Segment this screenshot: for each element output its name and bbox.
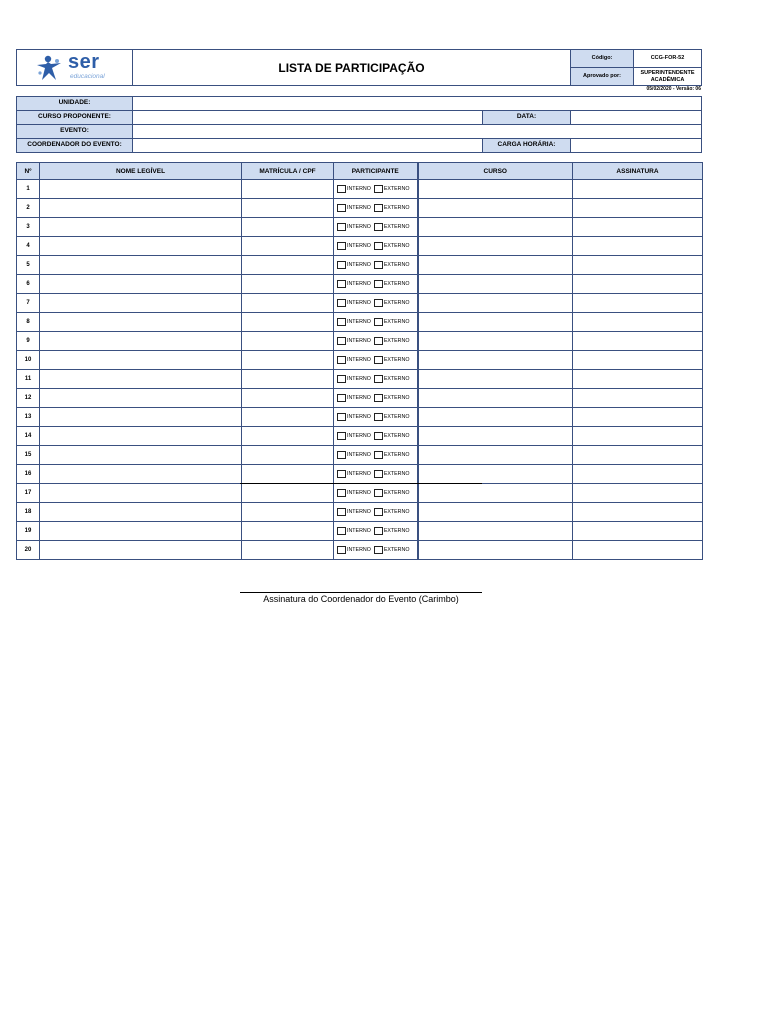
table-row (17, 199, 703, 218)
matricula-cell[interactable] (242, 351, 334, 370)
nome-cell[interactable] (40, 370, 242, 389)
externo-label: EXTERNO (383, 470, 410, 477)
assinatura-cell[interactable] (573, 180, 703, 199)
externo-checkbox[interactable] (374, 337, 410, 345)
unidade-field[interactable] (132, 96, 702, 111)
row-number: 3 (17, 218, 40, 237)
matricula-cell[interactable] (242, 503, 334, 522)
checkbox-square-icon[interactable] (374, 299, 383, 307)
nome-cell[interactable] (40, 332, 242, 351)
curso-cell[interactable] (418, 522, 573, 541)
matricula-cell[interactable] (242, 389, 334, 408)
table-header-row (17, 163, 703, 180)
interno-checkbox[interactable] (337, 394, 371, 402)
row-number: 17 (17, 484, 40, 503)
checkbox-square-icon[interactable] (374, 318, 383, 326)
interno-label: INTERNO (347, 242, 371, 249)
signature-caption: Assinatura do Coordenador do Evento (Carimbo) (263, 594, 459, 604)
checkbox-square-icon[interactable] (337, 204, 346, 212)
checkbox-square-icon[interactable] (374, 489, 383, 497)
matricula-cell[interactable] (242, 370, 334, 389)
assinatura-cell[interactable] (573, 389, 703, 408)
interno-checkbox[interactable] (337, 318, 371, 326)
externo-label: EXTERNO (383, 318, 410, 325)
curso-cell[interactable] (418, 275, 573, 294)
interno-label: INTERNO (347, 299, 371, 306)
curso-cell[interactable] (418, 294, 573, 313)
externo-label: EXTERNO (383, 508, 410, 515)
version-note: 05/02/2020 - Versão: 06 (646, 86, 701, 92)
checkbox-square-icon[interactable] (374, 280, 383, 288)
coordenador-label: COORDENADOR DO EVENTO: (16, 138, 133, 153)
unidade-label: UNIDADE: (16, 96, 133, 111)
assinatura-cell[interactable] (573, 218, 703, 237)
participante-cell (334, 275, 418, 294)
nome-cell[interactable] (40, 408, 242, 427)
externo-checkbox[interactable] (374, 318, 410, 326)
matricula-cell[interactable] (242, 294, 334, 313)
matricula-cell[interactable] (242, 484, 334, 503)
externo-label: EXTERNO (383, 413, 410, 420)
curso-cell[interactable] (418, 408, 573, 427)
table-row (17, 370, 703, 389)
aprovado-value: SUPERINTENDENTE ACADÊMICA (633, 67, 702, 86)
curso-cell[interactable] (418, 313, 573, 332)
interno-checkbox[interactable] (337, 280, 371, 288)
checkbox-square-icon[interactable] (337, 546, 346, 554)
externo-label: EXTERNO (383, 185, 410, 192)
externo-checkbox[interactable] (374, 489, 410, 497)
table-row (17, 275, 703, 294)
checkbox-square-icon[interactable] (374, 185, 383, 193)
nome-cell[interactable] (40, 446, 242, 465)
participante-cell (334, 237, 418, 256)
matricula-cell[interactable] (242, 522, 334, 541)
externo-checkbox[interactable] (374, 413, 410, 421)
row-number: 20 (17, 541, 40, 560)
externo-checkbox[interactable] (374, 451, 410, 459)
assinatura-cell[interactable] (573, 332, 703, 351)
interno-checkbox[interactable] (337, 223, 371, 231)
interno-checkbox[interactable] (337, 470, 371, 478)
nome-cell[interactable] (40, 218, 242, 237)
assinatura-cell[interactable] (573, 275, 703, 294)
checkbox-square-icon[interactable] (337, 527, 346, 535)
interno-label: INTERNO (347, 337, 371, 344)
curso-proponente-field[interactable] (132, 110, 483, 125)
interno-label: INTERNO (347, 185, 371, 192)
assinatura-cell[interactable] (573, 199, 703, 218)
table-row (17, 541, 703, 560)
table-row (17, 446, 703, 465)
checkbox-square-icon[interactable] (374, 508, 383, 516)
row-number: 6 (17, 275, 40, 294)
curso-cell[interactable] (418, 465, 573, 484)
checkbox-square-icon[interactable] (337, 489, 346, 497)
checkbox-square-icon[interactable] (337, 299, 346, 307)
curso-cell[interactable] (418, 503, 573, 522)
col-header-assinatura: ASSINATURA (573, 163, 703, 180)
nome-cell[interactable] (40, 484, 242, 503)
table-row (17, 351, 703, 370)
interno-label: INTERNO (347, 204, 371, 211)
interno-checkbox[interactable] (337, 432, 371, 440)
nome-cell[interactable] (40, 465, 242, 484)
assinatura-cell[interactable] (573, 427, 703, 446)
codigo-value: CCG-FOR-52 (633, 49, 702, 68)
row-number: 4 (17, 237, 40, 256)
curso-cell[interactable] (418, 351, 573, 370)
interno-label: INTERNO (347, 527, 371, 534)
table-row (17, 218, 703, 237)
participante-cell (334, 370, 418, 389)
interno-label: INTERNO (347, 470, 371, 477)
table-row (17, 332, 703, 351)
curso-cell[interactable] (418, 332, 573, 351)
externo-label: EXTERNO (383, 432, 410, 439)
interno-label: INTERNO (347, 546, 371, 553)
row-number: 14 (17, 427, 40, 446)
participante-cell (334, 256, 418, 275)
checkbox-square-icon[interactable] (374, 527, 383, 535)
externo-checkbox[interactable] (374, 375, 410, 383)
participante-cell (334, 484, 418, 503)
matricula-cell[interactable] (242, 446, 334, 465)
table-row (17, 465, 703, 484)
data-field[interactable] (570, 110, 702, 125)
nome-cell[interactable] (40, 522, 242, 541)
matricula-cell[interactable] (242, 465, 334, 484)
interno-label: INTERNO (347, 489, 371, 496)
table-row (17, 484, 703, 503)
checkbox-square-icon[interactable] (337, 375, 346, 383)
coordenador-field[interactable] (132, 138, 483, 153)
evento-field[interactable] (132, 124, 702, 139)
checkbox-square-icon[interactable] (374, 413, 383, 421)
externo-label: EXTERNO (383, 451, 410, 458)
externo-checkbox[interactable] (374, 470, 410, 478)
table-row (17, 503, 703, 522)
interno-checkbox[interactable] (337, 546, 371, 554)
checkbox-square-icon[interactable] (337, 280, 346, 288)
row-number: 1 (17, 180, 40, 199)
row-number: 2 (17, 199, 40, 218)
participante-cell (334, 389, 418, 408)
interno-checkbox[interactable] (337, 375, 371, 383)
externo-checkbox[interactable] (374, 394, 410, 402)
data-label: DATA: (482, 110, 571, 125)
checkbox-square-icon[interactable] (374, 223, 383, 231)
checkbox-square-icon[interactable] (374, 242, 383, 250)
interno-checkbox[interactable] (337, 527, 371, 535)
assinatura-cell[interactable] (573, 484, 703, 503)
row-number: 5 (17, 256, 40, 275)
externo-label: EXTERNO (383, 242, 410, 249)
checkbox-square-icon[interactable] (374, 470, 383, 478)
nome-cell[interactable] (40, 275, 242, 294)
row-number: 15 (17, 446, 40, 465)
table-row (17, 408, 703, 427)
col-header-num: Nº (17, 163, 40, 180)
interno-checkbox[interactable] (337, 489, 371, 497)
curso-cell[interactable] (418, 180, 573, 199)
interno-checkbox[interactable] (337, 451, 371, 459)
participante-cell (334, 180, 418, 199)
nome-cell[interactable] (40, 199, 242, 218)
table-row (17, 180, 703, 199)
nome-cell[interactable] (40, 503, 242, 522)
curso-cell[interactable] (418, 541, 573, 560)
externo-label: EXTERNO (383, 204, 410, 211)
participante-cell (334, 503, 418, 522)
assinatura-cell[interactable] (573, 408, 703, 427)
externo-label: EXTERNO (383, 280, 410, 287)
assinatura-cell[interactable] (573, 313, 703, 332)
externo-checkbox[interactable] (374, 546, 410, 554)
checkbox-square-icon[interactable] (337, 242, 346, 250)
checkbox-square-icon[interactable] (337, 432, 346, 440)
interno-checkbox[interactable] (337, 261, 371, 269)
checkbox-square-icon[interactable] (374, 337, 383, 345)
interno-checkbox[interactable] (337, 204, 371, 212)
assinatura-cell[interactable] (573, 351, 703, 370)
curso-proponente-label: CURSO PROPONENTE: (16, 110, 133, 125)
participante-cell (334, 465, 418, 484)
nome-cell[interactable] (40, 389, 242, 408)
row-number: 11 (17, 370, 40, 389)
table-row (17, 313, 703, 332)
nome-cell[interactable] (40, 294, 242, 313)
externo-checkbox[interactable] (374, 508, 410, 516)
assinatura-cell[interactable] (573, 503, 703, 522)
checkbox-square-icon[interactable] (374, 356, 383, 364)
checkbox-square-icon[interactable] (374, 375, 383, 383)
signature-line-top (240, 483, 482, 484)
checkbox-square-icon[interactable] (374, 204, 383, 212)
matricula-cell[interactable] (242, 313, 334, 332)
interno-checkbox[interactable] (337, 242, 371, 250)
assinatura-cell[interactable] (573, 465, 703, 484)
interno-checkbox[interactable] (337, 413, 371, 421)
interno-label: INTERNO (347, 280, 371, 287)
curso-cell[interactable] (418, 218, 573, 237)
externo-label: EXTERNO (383, 261, 410, 268)
carga-horaria-label: CARGA HORÁRIA: (482, 138, 571, 153)
curso-cell[interactable] (418, 370, 573, 389)
externo-checkbox[interactable] (374, 242, 410, 250)
ser-logo-icon (34, 53, 64, 83)
nome-cell[interactable] (40, 180, 242, 199)
externo-label: EXTERNO (383, 299, 410, 306)
row-number: 12 (17, 389, 40, 408)
evento-label: EVENTO: (16, 124, 133, 139)
table-row (17, 294, 703, 313)
participante-cell (334, 446, 418, 465)
externo-label: EXTERNO (383, 337, 410, 344)
assinatura-cell[interactable] (573, 370, 703, 389)
checkbox-square-icon[interactable] (337, 413, 346, 421)
interno-label: INTERNO (347, 261, 371, 268)
interno-checkbox[interactable] (337, 185, 371, 193)
table-row (17, 522, 703, 541)
externo-checkbox[interactable] (374, 432, 410, 440)
checkbox-square-icon[interactable] (374, 451, 383, 459)
interno-checkbox[interactable] (337, 337, 371, 345)
nome-cell[interactable] (40, 427, 242, 446)
participante-cell (334, 313, 418, 332)
participante-cell (334, 218, 418, 237)
matricula-cell[interactable] (242, 218, 334, 237)
assinatura-cell[interactable] (573, 541, 703, 560)
checkbox-square-icon[interactable] (374, 394, 383, 402)
checkbox-square-icon[interactable] (337, 356, 346, 364)
interno-label: INTERNO (347, 223, 371, 230)
codigo-label: Código: (570, 49, 634, 68)
row-number: 18 (17, 503, 40, 522)
participante-cell (334, 199, 418, 218)
checkbox-square-icon[interactable] (337, 318, 346, 326)
externo-label: EXTERNO (383, 394, 410, 401)
row-number: 7 (17, 294, 40, 313)
matricula-cell[interactable] (242, 199, 334, 218)
curso-cell[interactable] (418, 199, 573, 218)
checkbox-square-icon[interactable] (337, 451, 346, 459)
externo-label: EXTERNO (383, 546, 410, 553)
row-number: 16 (17, 465, 40, 484)
assinatura-cell[interactable] (573, 294, 703, 313)
aprovado-label: Aprovado por: (570, 67, 634, 86)
assinatura-cell[interactable] (573, 522, 703, 541)
row-number: 9 (17, 332, 40, 351)
interno-label: INTERNO (347, 451, 371, 458)
externo-checkbox[interactable] (374, 280, 410, 288)
matricula-cell[interactable] (242, 256, 334, 275)
externo-label: EXTERNO (383, 375, 410, 382)
participante-cell (334, 408, 418, 427)
nome-cell[interactable] (40, 351, 242, 370)
matricula-cell[interactable] (242, 332, 334, 351)
checkbox-square-icon[interactable] (337, 508, 346, 516)
assinatura-cell[interactable] (573, 446, 703, 465)
interno-label: INTERNO (347, 356, 371, 363)
externo-checkbox[interactable] (374, 527, 410, 535)
checkbox-square-icon[interactable] (337, 394, 346, 402)
col-header-participante: PARTICIPANTE (334, 163, 418, 180)
externo-checkbox[interactable] (374, 204, 410, 212)
externo-checkbox[interactable] (374, 356, 410, 364)
externo-label: EXTERNO (383, 223, 410, 230)
externo-label: EXTERNO (383, 356, 410, 363)
checkbox-square-icon[interactable] (374, 432, 383, 440)
interno-checkbox[interactable] (337, 299, 371, 307)
assinatura-cell[interactable] (573, 237, 703, 256)
participante-cell (334, 332, 418, 351)
col-header-matricula: MATRÍCULA / CPF (242, 163, 334, 180)
table-row (17, 237, 703, 256)
logo-text: ser (68, 51, 100, 73)
table-row (17, 256, 703, 275)
row-number: 10 (17, 351, 40, 370)
checkbox-square-icon[interactable] (337, 337, 346, 345)
interno-label: INTERNO (347, 508, 371, 515)
row-number: 13 (17, 408, 40, 427)
carga-horaria-field[interactable] (570, 138, 702, 153)
externo-checkbox[interactable] (374, 261, 410, 269)
table-row (17, 389, 703, 408)
row-number: 19 (17, 522, 40, 541)
row-number: 8 (17, 313, 40, 332)
assinatura-cell[interactable] (573, 256, 703, 275)
signature-line-coordinator (240, 592, 482, 593)
logo-subtext: educacional (70, 73, 105, 80)
matricula-cell[interactable] (242, 541, 334, 560)
externo-checkbox[interactable] (374, 185, 410, 193)
matricula-cell[interactable] (242, 275, 334, 294)
interno-checkbox[interactable] (337, 508, 371, 516)
curso-cell[interactable] (418, 389, 573, 408)
interno-label: INTERNO (347, 432, 371, 439)
participante-cell (334, 522, 418, 541)
logo-cell (16, 49, 133, 86)
participante-cell (334, 351, 418, 370)
checkbox-square-icon[interactable] (337, 470, 346, 478)
curso-cell[interactable] (418, 446, 573, 465)
table-row (17, 427, 703, 446)
nome-cell[interactable] (40, 313, 242, 332)
interno-label: INTERNO (347, 318, 371, 325)
nome-cell[interactable] (40, 541, 242, 560)
col-header-curso: CURSO (418, 163, 573, 180)
col-header-nome: NOME LEGÍVEL (40, 163, 242, 180)
matricula-cell[interactable] (242, 180, 334, 199)
interno-label: INTERNO (347, 394, 371, 401)
participante-cell (334, 541, 418, 560)
checkbox-square-icon[interactable] (337, 223, 346, 231)
checkbox-square-icon[interactable] (374, 261, 383, 269)
curso-cell[interactable] (418, 484, 573, 503)
interno-checkbox[interactable] (337, 356, 371, 364)
matricula-cell[interactable] (242, 427, 334, 446)
checkbox-square-icon[interactable] (374, 546, 383, 554)
nome-cell[interactable] (40, 256, 242, 275)
participante-cell (334, 294, 418, 313)
curso-cell[interactable] (418, 256, 573, 275)
externo-label: EXTERNO (383, 489, 410, 496)
interno-label: INTERNO (347, 375, 371, 382)
participants-table (16, 162, 703, 560)
document-title: LISTA DE PARTICIPAÇÃO (132, 49, 571, 86)
checkbox-square-icon[interactable] (337, 261, 346, 269)
matricula-cell[interactable] (242, 237, 334, 256)
nome-cell[interactable] (40, 237, 242, 256)
externo-label: EXTERNO (383, 527, 410, 534)
curso-cell[interactable] (418, 237, 573, 256)
interno-label: INTERNO (347, 413, 371, 420)
checkbox-square-icon[interactable] (337, 185, 346, 193)
participante-cell (334, 427, 418, 446)
externo-checkbox[interactable] (374, 299, 410, 307)
matricula-cell[interactable] (242, 408, 334, 427)
externo-checkbox[interactable] (374, 223, 410, 231)
curso-cell[interactable] (418, 427, 573, 446)
